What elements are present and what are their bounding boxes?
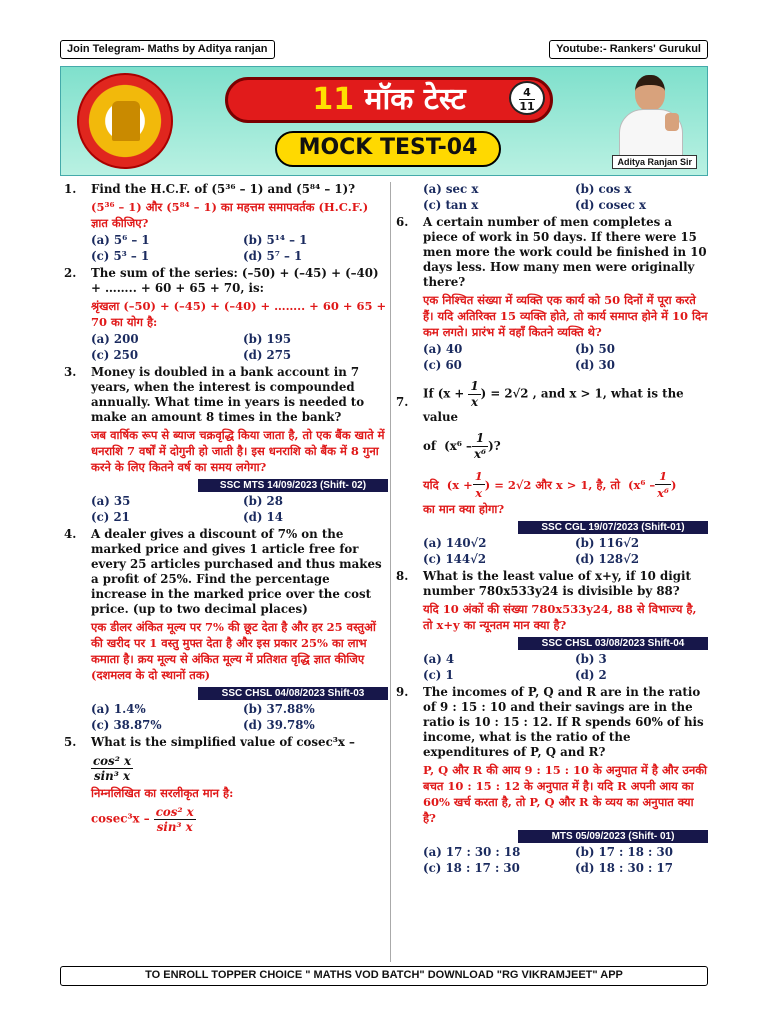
question-7-line-2: of ( x⁶ – $\frac{1}{\text{x⁶}}$ ) ?	[423, 431, 501, 461]
fraction-numerator: 1	[659, 469, 668, 483]
option-b[interactable]: (b) 116√2	[575, 536, 640, 550]
fraction-numerator: cos² x	[155, 805, 194, 819]
question-text: = 2√2 , and x > 1, what is the value	[423, 386, 684, 424]
question-text: The sum of the series: (–50) + (–45) + (–40) + …….. + 60 + 65 + 70, is:	[91, 266, 379, 295]
footer-banner: TO ENROLL TOPPER CHOICE " MATHS VOD BATCH" DOWNLOAD "RG VIKRAMJEET" APP	[60, 966, 708, 986]
option-b[interactable]: (b) 5¹⁴ – 1	[243, 233, 308, 247]
right-column	[396, 180, 708, 876]
question-text: Money is doubled in a bank account in 7 years, when the interest is compounded annually. What time in years is needed to make an amount 8 times in the bank?	[91, 365, 365, 424]
option-d[interactable]: (d) 275	[243, 348, 292, 362]
math-x6-minus: x⁶ –	[449, 439, 472, 453]
option-d[interactable]: (d) 30	[575, 358, 615, 372]
option-a[interactable]: (a) 35	[91, 494, 131, 508]
option-c[interactable]: (c) 38.87%	[91, 718, 162, 732]
ssc-emblem-icon	[77, 73, 173, 169]
option-c[interactable]: (c) tan x	[423, 198, 479, 212]
option-c[interactable]: (c) 21	[91, 510, 130, 524]
option-c[interactable]: (c) 250	[91, 348, 139, 362]
question-7: 7. If (x + $\frac{1}{x}$ ) = 2√2 , and x > 1, what is the value	[396, 379, 684, 424]
option-c[interactable]: (c) 18 : 17 : 30	[423, 861, 520, 875]
exam-reference: SSC MTS 14/09/2023 (Shift- 02)	[198, 479, 388, 492]
options	[396, 845, 708, 876]
test-number-badge	[509, 81, 545, 115]
option-d[interactable]: (d) 2	[575, 668, 607, 682]
telegram-tag: Join Telegram- Maths by Aditya ranjan	[60, 40, 275, 59]
option-b[interactable]: (b) 17 : 18 : 30	[575, 845, 673, 859]
option-b[interactable]: (b) 50	[575, 342, 615, 356]
question-6	[396, 215, 708, 290]
badge-bottom: 11	[519, 100, 535, 113]
option-a[interactable]: (a) 1.4%	[91, 702, 146, 716]
question-hindi: यदि ( x + $\frac{1}{x}$ ) = 2√2 और x > 1, है, तो ( x⁶ – $\frac{1}{\text{x⁶}}$ ) का मान क्या होगा?	[396, 468, 708, 517]
option-d[interactable]: (d) 14	[243, 510, 283, 524]
math-x-plus: x +	[443, 386, 465, 401]
question-hindi: P, Q और R की आय 9 : 15 : 10 के अनुपात में है और उनकी बचत 10 : 15 : 12 के अनुपात में है। यदि R अपनी आय का 60% खर्च करता है, तो P, Q और R के व्यय का अनुपात क्या है?	[423, 763, 708, 825]
left-column	[64, 180, 388, 834]
option-a[interactable]: (a) 5⁶ – 1	[91, 233, 150, 247]
question-text: A certain number of men completes a piece of work in 50 days. If there were 15 men more the work could be finished in 10 days less. How many men were originally there?	[423, 215, 707, 289]
question-text: Find the H.C.F. of (5³⁶ – 1) and (5⁸⁴ – 1)?	[91, 182, 356, 196]
hindi-question: का मान क्या होगा?	[423, 502, 505, 516]
hindi-condition: = 2√2 और x > 1, है, तो	[494, 477, 621, 492]
column-divider	[390, 182, 391, 962]
question-number: 7.	[396, 394, 409, 409]
question-hindi: श्रृंखला (–50) + (–45) + (–40) + …….. + 60 + 65 + 70 का योग है:	[91, 299, 387, 329]
option-a[interactable]: (a) 4	[423, 652, 455, 666]
options	[396, 182, 708, 213]
options	[64, 494, 388, 525]
hindi-if: यदि	[423, 477, 439, 492]
question-8	[396, 569, 708, 599]
exam-reference: SSC CGL 19/07/2023 (Shift-01)	[518, 521, 708, 534]
question-number: 5.	[64, 735, 77, 749]
hindi-formula	[64, 805, 388, 834]
youtube-tag: Youtube:- Rankers' Gurukul	[549, 40, 708, 59]
option-c[interactable]: (c) 1	[423, 668, 454, 682]
option-d[interactable]: (d) 39.78%	[243, 718, 315, 732]
question-number: 3.	[64, 365, 77, 379]
option-d[interactable]: (d) cosec x	[575, 198, 647, 212]
question-text: What is the simplified value of cosec³x –	[91, 735, 355, 749]
option-d[interactable]: (d) 128√2	[575, 552, 640, 566]
question-9	[396, 685, 708, 760]
fraction-denominator: sin³ x	[91, 768, 133, 783]
question-hindi: जब वार्षिक रूप से ब्याज चक्रवृद्धि किया जाता है, तो एक बैंक खाते में धनराशि 7 वर्षों में दोगुनी हो जाती है। इस धनराशि को बैंक में 8 गुना करने के लिए कितने वर्ष का समय लगेगा?	[91, 428, 385, 474]
question-text: The incomes of P, Q and R are in the ratio of 9 : 15 : 10 and their savings are in the ratio is 10 : 15 : 12. If R spends 60% of his income, what is the ratio of the expenditures of P, Q and R?	[423, 685, 704, 759]
option-a[interactable]: (a) 17 : 30 : 18	[423, 845, 521, 859]
options	[396, 652, 708, 683]
badge-top: 4	[523, 86, 531, 99]
question-text: What is the least value of x+y, if 10 digit number 780x533y24 is divisible by 88?	[423, 569, 691, 598]
photo-caption: Aditya Ranjan Sir	[612, 155, 697, 169]
question-2	[64, 266, 388, 296]
fraction-numerator: cos² x	[93, 754, 132, 768]
text-of: of	[423, 439, 436, 453]
option-a[interactable]: (a) 140√2	[423, 536, 487, 550]
question-mark: ?	[493, 439, 501, 453]
options	[64, 332, 388, 363]
math-x-plus: x +	[452, 477, 473, 492]
question-hindi: निम्नलिखित का सरलीकृत मान है:	[91, 786, 234, 800]
question-1	[64, 182, 388, 197]
option-b[interactable]: (b) 3	[575, 652, 607, 666]
option-b[interactable]: (b) 37.88%	[243, 702, 315, 716]
question-text: A dealer gives a discount of 7% on the marked price and gives 1 article free for every 25 articles purchased and thus makes a profit of 25%. Find the percentage increase in the marked price over the cost price. (up to two decimal places)	[91, 527, 382, 616]
exam-reference: SSC CHSL 04/08/2023 Shift-03	[198, 687, 388, 700]
test-count: 11	[312, 82, 355, 117]
mock-test-hindi-title	[225, 77, 553, 123]
question-number: 6.	[396, 215, 409, 229]
exam-reference: MTS 05/09/2023 (Shift- 01)	[518, 830, 708, 843]
thumbs-up-icon	[665, 113, 679, 131]
option-b[interactable]: (b) 195	[243, 332, 292, 346]
option-c[interactable]: (c) 144√2	[423, 552, 487, 566]
fraction-numerator: 1	[474, 469, 483, 483]
question-hindi: यदि 10 अंकों की संख्या 780x533y24, 88 से विभाज्य है, तो x+y का न्यूनतम मान क्या है?	[423, 602, 697, 632]
fraction-denominator: x⁶	[657, 486, 670, 500]
fraction-numerator: 1	[475, 431, 485, 445]
title-hindi-text: मॉक टेस्ट	[364, 82, 466, 117]
fraction-denominator: x	[473, 484, 485, 501]
options	[64, 233, 388, 264]
question-fraction	[64, 754, 388, 783]
question-number: 4.	[64, 527, 77, 541]
options	[64, 702, 388, 733]
option-a[interactable]: (a) 40	[423, 342, 463, 356]
question-number: 8.	[396, 569, 409, 583]
question-3	[64, 365, 388, 425]
text-if: If	[423, 386, 434, 401]
question-number: 1.	[64, 182, 77, 196]
question-5	[64, 735, 388, 750]
option-a[interactable]: (a) 200	[91, 332, 139, 346]
options	[396, 342, 708, 373]
fraction-denominator: sin³ x	[154, 819, 196, 834]
option-a[interactable]: (a) sec x	[423, 182, 479, 196]
question-number: 9.	[396, 685, 409, 699]
math-x6-minus: x⁶ –	[633, 477, 656, 492]
option-d[interactable]: (d) 18 : 30 : 17	[575, 861, 673, 875]
exam-reference: SSC CHSL 03/08/2023 Shift-04	[518, 637, 708, 650]
fraction-denominator: x	[468, 394, 480, 410]
banner	[60, 66, 708, 176]
formula-lead: cosec³x –	[91, 811, 150, 826]
option-c[interactable]: (c) 5³ – 1	[91, 249, 150, 263]
mock-test-title: MOCK TEST-04	[275, 131, 501, 167]
option-b[interactable]: (b) 28	[243, 494, 283, 508]
instructor-photo	[607, 71, 693, 161]
question-hindi: एक निश्चित संख्या में व्यक्ति एक कार्य को 50 दिनों में पूरा करते हैं। यदि अतिरिक्त 15 व्यक्ति होते, तो कार्य समाप्त होने में 10 दिन कम लगते। प्रारंभ में वहाँ कितने व्यक्ति थे?	[423, 293, 708, 339]
question-number: 2.	[64, 266, 77, 280]
option-c[interactable]: (c) 60	[423, 358, 462, 372]
fraction-numerator: 1	[470, 379, 479, 393]
options	[396, 536, 708, 567]
question-4	[64, 527, 388, 617]
question-hindi: एक डीलर अंकित मूल्य पर 7% की छूट देता है और हर 25 वस्तुओं की खरीद पर 1 वस्तु मुफ्त देता है और इस प्रकार 25% का लाभ कमाता है। क्रय मूल्य से अंकित मूल्य में प्रतिशत वृद्धि ज्ञात कीजिए (दशमलव के दो स्थानों तक)	[91, 620, 376, 682]
fraction-denominator: x⁶	[473, 447, 487, 461]
option-b[interactable]: (b) cos x	[575, 182, 632, 196]
top-bar	[60, 40, 708, 60]
option-d[interactable]: (d) 5⁷ – 1	[243, 249, 303, 263]
question-hindi: (5³⁶ – 1) और (5⁸⁴ – 1) का महत्तम समापवर्तक (H.C.F.) ज्ञात कीजिए?	[91, 200, 369, 230]
